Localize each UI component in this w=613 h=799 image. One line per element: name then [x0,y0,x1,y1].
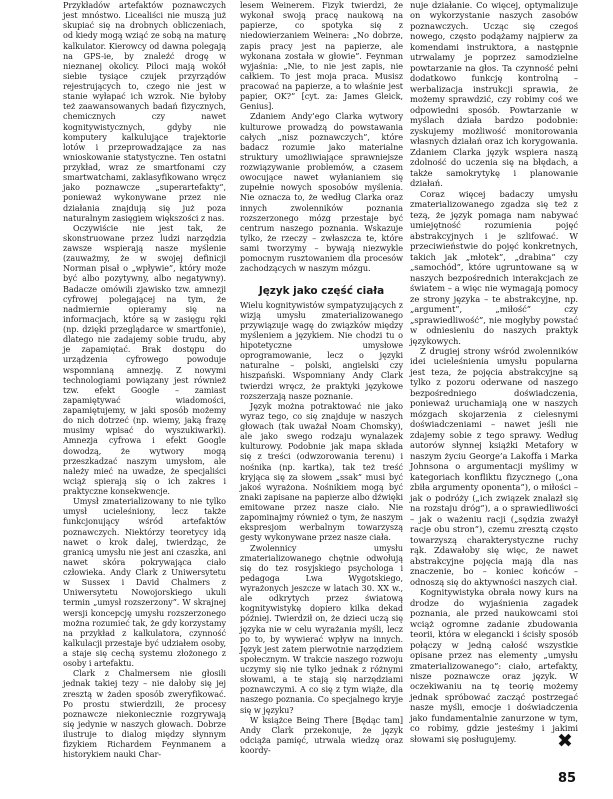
paragraph: Kognitywistyka obrała nowy kurs na drodze do wyjaśnienia zagadek poznania, ale przed naukowcami stoi wciąż ogromne zadanie zbudowania teorii, która w elegancki i ścisły sposób połączy w jedną całość wszystkie opisane przez nas elementy „umysłu zmaterializowanego”: ciało, artefakty, nisze poznawcze oraz język. W oczekiwaniu na tę teorię możemy jednak spróbować zacząć postrzegać nasze myśli, emocje i doświadczenia jako fundamentalnie zanurzone w tym, co robimy, gdzie jesteśmy i jakimi słowami się posługujemy. [410,587,578,744]
paragraph: Oczywiście nie jest tak, że skonstruowane przez ludzi narzędzia zawsze wspierają nasze myślenie (zauważmy, że w swojej definicji Norman pisał o „wpływie”, który może być albo pozytywny, albo negatywny). Badacze omówili zjawisko tzw. amnezji cyfrowej polegającej na tym, że nadmiernie opieramy się na informacjach, które są w zasięgu ręki (np. dzięki przeglądarce w smartfonie), dlatego nie zadajemy sobie trudu, aby je zapamiętać. Brak dostępu do urządzenia cyfrowego powoduje wspomnianą amnezję. Z nowymi technologiami powiązany jest również tzw. efekt Google – zamiast zapamiętywać wiadomości, zapamiętujemy, w jaki sposób możemy do nich dotrzeć (np. wiemy, jaką frazę musimy wpisać do wyszukiwarki). Amnezja cyfrowa i efekt Google dowodzą, że wytwory mogą przeszkadzać naszym umysłom, ale należy mieć na uwadze, że specjaliści wciąż spierają się o ich zakres i praktyczne konsekwencje. [63,222,226,496]
paragraph: nuje działanie. Co więcej, optymalizuje on wykorzystanie naszych zasobów poznawczych. Ucząc się czegoś nowego, często podążamy najpierw za komendami instruktora, a następnie utrwalamy je poprzez samodzielne powtarzanie na głos. Ta czynność pełni dodatkowo funkcję kontrolną – werbalizacja instrukcji sprawia, że możemy sprawdzić, czy robimy coś we odpowiedni sposób. Powtarzanie w myślach działa bardzo podobnie: zyskujemy możliwość monitorowania własnych działań oraz ich korygowania. Zdaniem Clarka język wspiera naszą zdolność do uczenia się na błędach, a także samokrytykę i planowanie działań. [410,0,578,189]
paragraph: Wielu kognitywistów sympatyzujących z wizją umysłu zmaterializowanego przywiązuje wagę do związków między myśleniem a językiem. Nie chodzi tu o hipotetyczne umysłowe oprogramowanie, lecz o języki naturalne – polski, angielski czy hiszpański. Wspomniany Andy Clark twierdzi wręcz, że praktyki językowe rozszerzają nasze poznanie. [240,299,403,401]
paragraph: Zwolennicy umysłu zmaterializowanego chętnie odwołują się do tez rosyjskiego psychologa i pedagoga Lwa Wygotskiego, wyrażonych jeszcze w latach 30. XX w., ale odkrytych przez światową kognitywistykę dopiero kilka dekad później. Twierdził on, że dzieci uczą się języka nie w celu wyrażania myśli, lecz po to, by wywierać wpływ na innych. Język jest zatem pierwotnie narzędziem społecznym. W trakcie naszego rozwoju uczymy się nie tylko jednak z różnymi słowami, a te stają się narzędziami poznawczymi. A co się z tym wiąże, dla naszego poznania. Co specjalnego kryje się w języku? [240,542,403,715]
text-column-left [63,0,226,759]
text-column-middle [240,0,403,755]
paragraph: Clark z Chalmersem nie głosili jednak takiej tezy – nie dałoby się jej zresztą w żaden sposób zweryfikować. Po prostu stwierdzili, że procesy poznawcze niekoniecznie rozgrywają się jedynie w naszych głowach. Dobrze ilustruje to dialog między słynnym fizykiem Richardem Feynmanem a historykiem nauki Char- [63,668,226,760]
paragraph: Przykładów artefaktów poznawczych jest mnóstwo. Licealiści nie muszą już skupiać się na drobnych obliczeniach, od kiedy mogą wziąć ze sobą na maturę kalkulator. Kierowcy od dawna polegają na GPS-ie, by znaleźć drogę w nieznanej okolicy. Piloci mają wokół siebie tysiące czujek przyrządów rejestrujących to, czego nie jest w stanie wyłapać ich wzrok. Nie byłoby też zaawansowanych badań fizycznych, chemicznych czy nawet kognitywistycznych, gdyby nie komputery kalkulujące trajektorie lotów i przeprowadzające za nas wnioskowanie statystyczne. Ten ostatni przykład, wraz ze smartfonami czy smartwatchami, zaklasyfikowano wręcz jako poznawcze „superartefakty”, ponieważ wykonywane przez nie działania znajdują się już poza naturalnym zasięgiem większości z nas. [63,0,226,223]
page-number: 85 [558,771,577,786]
paragraph: Coraz więcej badaczy umysłu zmaterializowanego zgadza się też z tezą, że język pomaga nam nabywać umiejętność rozumienia pojęć abstrakcyjnych i je szlifować. W przeciwieństwie do pojęć konkretnych, takich jak „młotek”, „drabina” czy „samochód”, które ugruntowane są w naszych bezpośrednich interakcjach ze światem – a więc nie wymagają pomocy ze strony języka – te abstrakcyjne, np. „argument”, „miłość” czy „sprawiedliwość”, nie mogłyby powstać w odniesieniu do naszych praktyk językowych. [410,188,578,346]
paragraph: Umysł zmaterializowany to nie tylko umysł ucieleśniony, lecz także funkcjonujący wśród artefaktów poznawczych. Niektórzy teoretycy idą nawet o krok dalej, twierdząc, że granicą umysłu nie jest ani czaszka, ani nawet skóra pokrywająca ciało człowieka. Andy Clark z Uniwersytetu w Sussex i David Chalmers z Uniwersytetu Nowojorskiego ukuli termin „umysł rozszerzony”. W skrajnej wersji koncepcję umysłu rozszerzonego można rozumieć tak, że gdy korzystamy na przykład z kalkulatora, czynność kalkulacji przestaje być udziałem osoby, a staje się cechą systemu złożonego z osoby i artefaktu. [63,496,226,669]
section-heading: Język jako część ciała [258,285,385,298]
article-end-icon: ✖ [557,730,573,752]
paragraph: Język można potraktować nie jako wyraz tego, co się znajduje w naszych głowach (tak uważał Noam Chomsky), ale jako swego rodzaju wynalazek kulturowy. Podobnie jak mapa składa się z treści (odwzorowania terenu) i nośnika (np. kartka), tak też treść kryjąca się za słowem „ssak” musi być jakoś wyrażona. Nośnikiem mogą być znaki zapisane na papierze albo dźwięki emitowane przez nasze ciało. Nie zapominajmy również o tym, że naszym ekspresjom werbalnym towarzyszą gesty wykonywane przez nasze ciała. [240,400,403,543]
paragraph: lesem Weinerem. Fizyk twierdzi, że wykonał swoją pracę naukową na papierze, co spotyka się z niedowierzaniem Weinera: „No dobrze, zapis pracy jest na papierze, ale wykonana została w głowie”. Feynman wyjaśnia: „Nie, to nie jest zapis, nie całkiem. To jest moja praca. Musisz pracować na papierze, a to właśnie jest papier, OK?” [cyt. za: James Gleick, Genius]. [240,0,403,112]
paragraph: Zdaniem Andy’ego Clarka wytwory kulturowe prowadzą do powstawania całych „nisz poznawczych”, które badacz rozumie jako materialne struktury umożliwiające sprawniejsze rozwiązywanie problemów, a czasem owocujące nawet wyłanianiem się zupełnie nowych sposobów myślenia. Nie oznacza to, że według Clarka oraz innych zwolenników poznania rozszerzonego mózg przestaje być centrum naszego poznania. Wskazuje tylko, że rzeczy – zwłaszcza te, które sami tworzymy – bywają niezwykle pomocnym rusztowaniem dla procesów zachodzących w naszym mózgu. [240,111,403,274]
text-column-right [410,0,578,744]
paragraph: W książce Being There [Będąc tam] Andy Clark przekonuje, że język odciąża pamięć, utrwala wiedzę oraz koordy- [240,714,403,755]
paragraph: Z drugiej strony wśród zwolenników idei ucieleśnienia umysłu popularna jest teza, że pojęcia abstrakcyjne są tylko z pozoru oderwane od naszego bezpośredniego doświadczenia, ponieważ uruchamiają one w naszych mózgach skojarzenia z cielesnymi doświadczeniami – nawet jeśli nie zdajemy sobie z tego sprawy. Według autorów słynnej książki Metafory w naszym życiu George’a Lakoffa i Marka Johnsona o argumentacji myślimy w kategoriach konfliktu fizycznego („ona zbiła argumenty oponenta”), o miłości – jak o podróży („ich związek znalazł się na rozstaju dróg”), a o sprawiedliwości – jak o ważeniu racji („sędzia zważył racje obu stron”), czemu zresztą często towarzyszą charakterystyczne ruchy rąk. Zdawałoby się więc, że nawet abstrakcyjne pojęcia mają dla nas znaczenie, bo – koniec końców – odnoszą się do aktywności naszych ciał. [410,345,578,587]
